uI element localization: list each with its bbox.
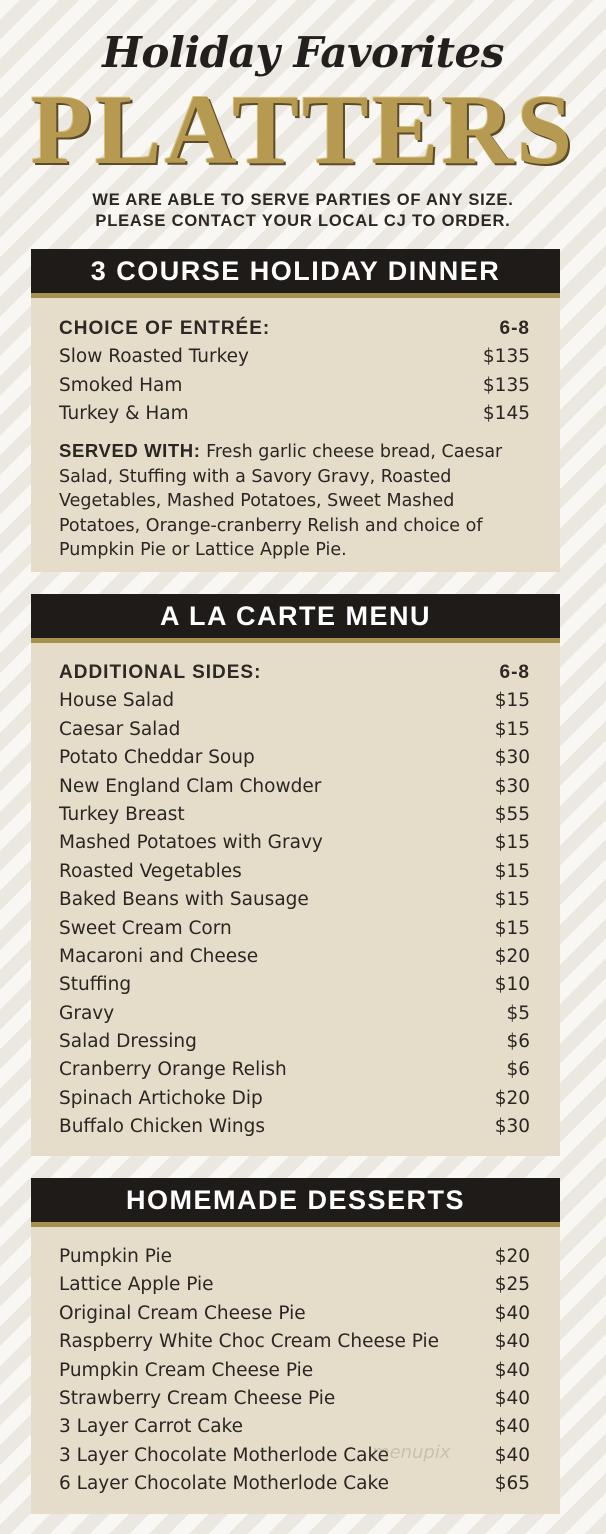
intro-text <box>0 190 606 232</box>
menu-item <box>59 403 530 431</box>
item-name: 6 Layer Chocolate Motherlode Cake <box>59 1473 389 1495</box>
item-price: $15 <box>494 832 530 854</box>
item-price: $135 <box>482 346 530 368</box>
item-price: $5 <box>506 1002 530 1024</box>
item-price: $6 <box>506 1031 530 1053</box>
item-name: Lattice Apple Pie <box>59 1274 214 1296</box>
item-name: Stuffing <box>59 974 132 996</box>
item-price: $15 <box>494 718 530 740</box>
sides-column-size: 6-8 <box>499 662 530 683</box>
menu-item <box>59 776 530 804</box>
menu-item <box>59 1003 530 1031</box>
item-name: Macaroni and Cheese <box>59 945 259 967</box>
served-with-text <box>59 439 536 563</box>
item-price: $40 <box>494 1387 530 1409</box>
menu-item <box>59 719 530 747</box>
item-price: $20 <box>494 1087 530 1109</box>
item-price: $40 <box>494 1444 530 1466</box>
a-la-carte-section <box>31 594 560 1156</box>
holiday-dinner-section <box>31 249 560 572</box>
item-price: $15 <box>494 860 530 882</box>
item-price: $40 <box>494 1302 530 1324</box>
item-name: Slow Roasted Turkey <box>59 346 249 368</box>
item-price: $135 <box>482 374 530 396</box>
item-name: Sweet Cream Corn <box>59 917 232 939</box>
item-name: Potato Cheddar Soup <box>59 747 255 769</box>
menu-item <box>59 1473 530 1501</box>
menu-item <box>59 1088 530 1116</box>
item-name: Caesar Salad <box>59 718 181 740</box>
served-with-label: SERVED WITH: <box>59 440 201 461</box>
watermark: menupix <box>372 1442 451 1463</box>
desserts-header: HOMEMADE DESSERTS <box>31 1178 560 1227</box>
item-name: Buffalo Chicken Wings <box>59 1116 265 1138</box>
item-price: $20 <box>494 1246 530 1267</box>
menu-item <box>59 889 530 917</box>
menu-item <box>59 804 530 832</box>
menu-item <box>59 1116 530 1144</box>
desserts-list <box>59 1246 530 1502</box>
sides-column-header <box>59 662 530 690</box>
menu-item <box>59 832 530 860</box>
menu-item <box>59 690 530 718</box>
menu-item <box>59 747 530 775</box>
served-with-description: Fresh garlic cheese bread, Caesar Salad, Stuffing with a Savory Gravy, Roasted Vegetables, Mashed Potatoes, Sweet Mashed Potatoes, Orange-cranberry Relish and choice of Pumpkin Pie or Lattice Apple Pie. <box>59 442 503 560</box>
item-price: $145 <box>482 403 530 425</box>
item-price: $15 <box>494 917 530 939</box>
menu-item <box>59 1331 530 1359</box>
menu-item <box>59 946 530 974</box>
item-price: $65 <box>494 1473 530 1495</box>
desserts-section <box>31 1178 560 1514</box>
menu-item <box>59 1388 530 1416</box>
menu-item <box>59 1445 530 1473</box>
entree-column-label: CHOICE OF ENTRÉE: <box>59 318 271 339</box>
item-price: $30 <box>494 747 530 769</box>
item-name: Pumpkin Pie <box>59 1246 173 1267</box>
item-price: $55 <box>494 803 530 825</box>
menu-item <box>59 1274 530 1302</box>
item-name: Roasted Vegetables <box>59 860 242 882</box>
entree-list <box>59 318 530 432</box>
item-name: 3 Layer Chocolate Motherlode Cake <box>59 1444 389 1466</box>
holiday-dinner-header: 3 COURSE HOLIDAY DINNER <box>31 249 560 298</box>
intro-line-2: PLEASE CONTACT YOUR LOCAL CJ TO ORDER. <box>95 212 511 230</box>
entree-column-header <box>59 318 530 346</box>
script-title: Holiday Favorites <box>102 28 504 77</box>
item-price: $10 <box>494 974 530 996</box>
item-name: Turkey & Ham <box>59 403 189 425</box>
intro-line-1: WE ARE ABLE TO SERVE PARTIES OF ANY SIZE. <box>92 191 514 209</box>
item-name: Smoked Ham <box>59 374 183 396</box>
item-name: Mashed Potatoes with Gravy <box>59 832 323 854</box>
item-price: $30 <box>494 1116 530 1138</box>
menu-item <box>59 1059 530 1087</box>
item-price: $20 <box>494 945 530 967</box>
menu-item <box>59 861 530 889</box>
sides-column-label: ADDITIONAL SIDES: <box>59 662 262 683</box>
entree-column-size: 6-8 <box>499 318 530 339</box>
menu-item <box>59 346 530 374</box>
item-name: Baked Beans with Sausage <box>59 889 309 911</box>
menu-item <box>59 1303 530 1331</box>
item-price: $6 <box>506 1059 530 1081</box>
sides-list <box>59 662 530 1145</box>
menu-item <box>59 1246 530 1274</box>
item-name: Raspberry White Choc Cream Cheese Pie <box>59 1331 440 1353</box>
item-name: Gravy <box>59 1002 115 1024</box>
item-price: $40 <box>494 1416 530 1438</box>
menu-item <box>59 1031 530 1059</box>
menu-item <box>59 1416 530 1444</box>
a-la-carte-header: A LA CARTE MENU <box>31 594 560 643</box>
item-name: Strawberry Cream Cheese Pie <box>59 1387 336 1409</box>
item-name: Original Cream Cheese Pie <box>59 1302 306 1324</box>
item-name: 3 Layer Carrot Cake <box>59 1416 243 1438</box>
item-name: New England Clam Chowder <box>59 775 322 797</box>
item-price: $40 <box>494 1359 530 1381</box>
item-name: Salad Dressing <box>59 1031 197 1053</box>
item-price: $40 <box>494 1331 530 1353</box>
menu-item <box>59 375 530 403</box>
item-price: $15 <box>494 690 530 712</box>
item-name: Pumpkin Cream Cheese Pie <box>59 1359 314 1381</box>
item-name: Turkey Breast <box>59 803 185 825</box>
item-price: $15 <box>494 889 530 911</box>
item-name: Spinach Artichoke Dip <box>59 1087 263 1109</box>
item-price: $30 <box>494 775 530 797</box>
item-name: House Salad <box>59 690 175 712</box>
menu-item <box>59 974 530 1002</box>
item-name: Cranberry Orange Relish <box>59 1059 287 1081</box>
item-price: $25 <box>494 1274 530 1296</box>
menu-item <box>59 1360 530 1388</box>
page-title: PLATTERS <box>30 74 576 185</box>
menu-item <box>59 918 530 946</box>
